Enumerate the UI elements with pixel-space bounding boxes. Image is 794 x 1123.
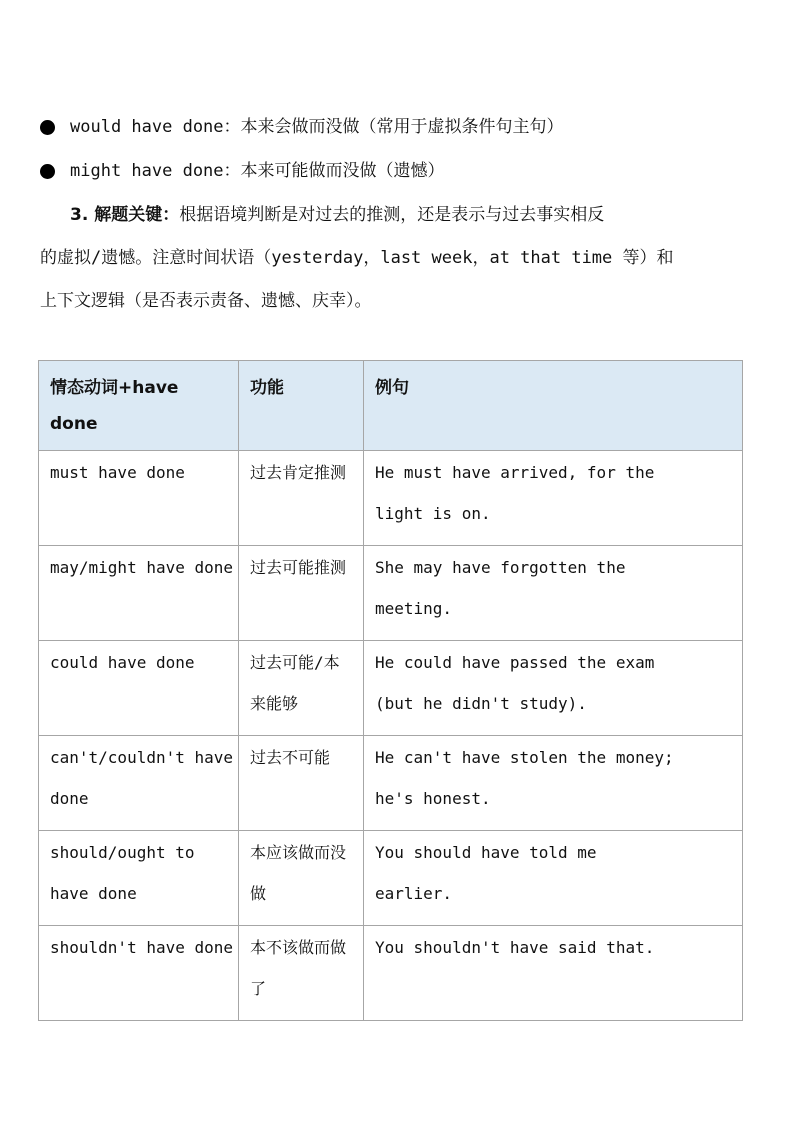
cell-function <box>239 451 364 546</box>
key-point-line-1 <box>40 194 756 237</box>
key-point-line-2: 的虚拟/遗憾。注意时间状语（yesterday，last week，at that time 等）和 <box>40 248 674 268</box>
modal-verbs-table <box>38 360 743 1021</box>
cell-modal-verb-line: shouldn't have done <box>50 938 234 957</box>
cell-modal-verb-line: may/might have done <box>50 558 234 577</box>
table-body <box>39 451 743 1021</box>
cell-modal-verb <box>39 736 239 831</box>
cell-example-line: He could have passed the exam <box>375 653 655 672</box>
cell-example <box>364 831 743 926</box>
bullet-dot-icon <box>40 164 55 179</box>
cell-example-line: (but he didn't study). <box>375 694 587 713</box>
cell-modal-verb-line: done <box>50 789 89 808</box>
cell-function <box>239 926 364 1021</box>
cell-example-line: He can't have stolen the money; <box>375 748 674 767</box>
cell-function-line: 过去可能/本 <box>250 653 340 672</box>
cell-modal-verb <box>39 926 239 1021</box>
cell-function-line: 了 <box>250 979 267 998</box>
cell-example-line: meeting. <box>375 599 453 618</box>
table-row <box>39 736 743 831</box>
cell-function <box>239 831 364 926</box>
cell-function-line: 本不该做而做 <box>250 938 347 957</box>
bullet-text: would have done：本来会做而没做（常用于虚拟条件句主句） <box>70 117 564 137</box>
cell-modal-verb <box>39 546 239 641</box>
cell-example <box>364 926 743 1021</box>
key-point-label: 3. 解题关键： <box>70 205 180 225</box>
table-row <box>39 831 743 926</box>
cell-modal-verb-line: have done <box>50 884 137 903</box>
cell-example-line: he's honest. <box>375 789 491 808</box>
key-point-text: 根据语境判断是对过去的推测，还是表示与过去事实相反 <box>179 205 605 225</box>
cell-modal-verb-line: could have done <box>50 653 195 672</box>
cell-function-line: 来能够 <box>250 694 299 713</box>
cell-example-line: She may have forgotten the <box>375 558 626 577</box>
table-row <box>39 546 743 641</box>
cell-function-line: 做 <box>250 884 267 903</box>
cell-example-line: You should have told me <box>375 843 597 862</box>
cell-example <box>364 451 743 546</box>
cell-function <box>239 641 364 736</box>
table-header-row <box>39 361 743 451</box>
cell-example-line: He must have arrived, for the <box>375 463 655 482</box>
cell-example <box>364 546 743 641</box>
cell-modal-verb <box>39 451 239 546</box>
cell-example <box>364 736 743 831</box>
header-example: 例句 <box>364 361 743 451</box>
header-modal-verb: 情态动词+have done <box>39 361 239 451</box>
bullet-dot-icon <box>40 120 55 135</box>
cell-modal-verb-line: must have done <box>50 463 185 482</box>
cell-example-line: You shouldn't have said that. <box>375 938 655 957</box>
cell-function-line: 过去肯定推测 <box>250 463 347 482</box>
cell-example-line: light is on. <box>375 504 491 523</box>
cell-function <box>239 736 364 831</box>
table-row <box>39 641 743 736</box>
bullet-item-would-have-done <box>40 115 564 139</box>
cell-modal-verb <box>39 831 239 926</box>
table-row <box>39 926 743 1021</box>
header-function: 功能 <box>239 361 364 451</box>
cell-function-line: 过去不可能 <box>250 748 331 767</box>
cell-function <box>239 546 364 641</box>
cell-function-line: 本应该做而没 <box>250 843 347 862</box>
table-row <box>39 451 743 546</box>
bullet-text: might have done：本来可能做而没做（遗憾） <box>70 161 445 181</box>
cell-modal-verb-line: can't/couldn't have <box>50 748 234 767</box>
cell-modal-verb-line: should/ought to <box>50 843 195 862</box>
cell-example-line: earlier. <box>375 884 453 903</box>
bullet-item-might-have-done <box>40 159 445 183</box>
cell-modal-verb <box>39 641 239 736</box>
key-point-paragraph <box>40 194 756 323</box>
key-point-line-3: 上下文逻辑（是否表示责备、遗憾、庆幸）。 <box>40 291 372 311</box>
cell-example <box>364 641 743 736</box>
cell-function-line: 过去可能推测 <box>250 558 347 577</box>
